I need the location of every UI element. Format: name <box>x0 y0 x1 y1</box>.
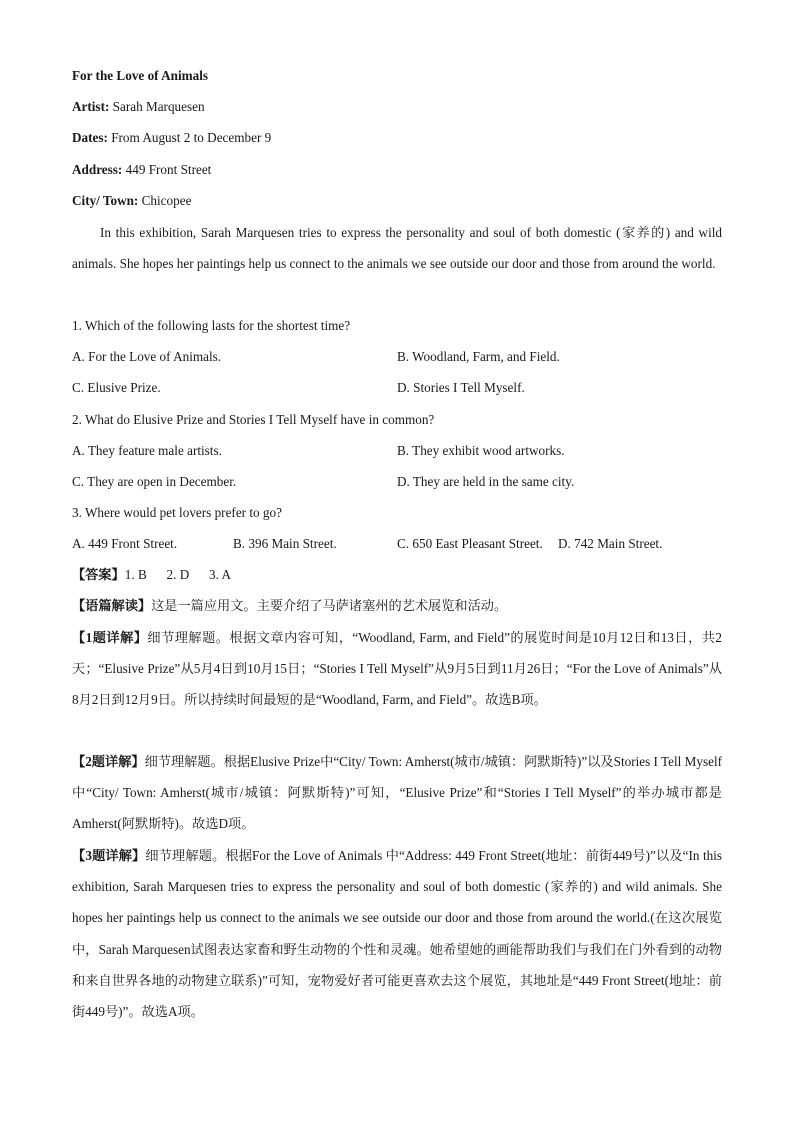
q2-option-a: A. They feature male artists. <box>72 443 222 458</box>
q2-option-c: C. They are open in December. <box>72 474 237 489</box>
exhibition-description: In this exhibition, Sarah Marquesen tries to express the personality and soul of both domestic (家养的) and wild animals. She hopes her paintings help us connect to the animals we see outside our door and those from around the world. <box>72 225 722 272</box>
question-1: 1. Which of the following lasts for the shortest time? <box>72 318 351 333</box>
q2-explanation <box>72 746 722 840</box>
q1-explanation-text: 细节理解题。根据文章内容可知，“Woodland, Farm, and Field”的展览时间是10月12日和13日，共2天；“Elusive Prize”从5月4日到10月15日；“Stories I Tell Myself”从9月5日到11月26日；“For the Love of Animals”从8月2日到12月9日。所以持续时间最短的是“Woodland, Farm, and Field”。故选B项。 <box>72 630 723 708</box>
question-3: 3. Where would pet lovers prefer to go? <box>72 505 282 520</box>
q3-option-a: A. 449 Front Street. <box>72 536 178 551</box>
answer-values: 1. B 2. D 3. A <box>124 567 231 582</box>
q2-explanation-text: 细节理解题。根据Elusive Prize中“City/ Town: Amherst(城市/城镇：阿默斯特)”以及Stories I Tell Myself中“City/ Town: Amherst(城市/城镇：阿默斯特)”可知，“Elusive Prize”和“Stories I Tell Myself”的举办城市都是Amherst(阿默斯特)。故选D项。 <box>72 754 723 832</box>
q1-explanation <box>72 622 722 716</box>
q1-option-b: B. Woodland, Farm, and Field. <box>397 349 560 364</box>
q1-option-a: A. For the Love of Animals. <box>72 349 222 364</box>
q1-option-d: D. Stories I Tell Myself. <box>397 380 525 395</box>
q3-option-d: D. 742 Main Street. <box>558 536 663 551</box>
q3-explanation <box>72 840 722 1027</box>
q1-option-c: C. Elusive Prize. <box>72 380 161 395</box>
address-line <box>72 160 732 180</box>
exhibition-title: For the Love of Animals <box>72 68 209 83</box>
q2-explanation-label: 【2题详解】 <box>72 754 145 769</box>
passage-analysis-label: 【语篇解读】 <box>72 598 152 613</box>
q2-option-b: B. They exhibit wood artworks. <box>397 443 565 458</box>
address-value: 449 Front Street <box>125 162 212 177</box>
q3-option-b: B. 396 Main Street. <box>233 536 337 551</box>
q1-explanation-label: 【1题详解】 <box>72 630 148 645</box>
answer-line <box>72 565 732 585</box>
dates-value: From August 2 to December 9 <box>111 130 272 145</box>
dates-line <box>72 128 732 148</box>
q3-option-c: C. 650 East Pleasant Street. <box>397 536 543 551</box>
address-label: Address: <box>72 162 123 177</box>
q2-option-d: D. They are held in the same city. <box>397 474 575 489</box>
city-line <box>72 191 732 211</box>
q3-explanation-text: 细节理解题。根据For the Love of Animals 中“Address: 449 Front Street(地址：前街449号)”以及“In this exhibition, Sarah Marquesen tries to express the personality and soul of both domestic (家养的) and wild animals. She hopes her paintings help us connect to the animals we see outside our door and those from around the world.(在这次展览中，Sarah Marquesen试图表达家畜和野生动物的个性和灵魂。她希望她的画能帮助我们与我们在门外看到的动物和来自世界各地的动物建立联系)”可知，宠物爱好者可能更喜欢去这个展览，其地址是“449 Front Street(地址：前街449号)”。故选A项。 <box>72 848 723 1020</box>
dates-label: Dates: <box>72 130 108 145</box>
city-label: City/ Town: <box>72 193 139 208</box>
q3-explanation-label: 【3题详解】 <box>72 848 146 863</box>
city-value: Chicopee <box>141 193 192 208</box>
answer-label: 【答案】 <box>72 567 125 582</box>
artist-value: Sarah Marquesen <box>112 99 205 114</box>
artist-line <box>72 97 732 117</box>
passage-analysis <box>72 590 722 621</box>
question-2: 2. What do Elusive Prize and Stories I Tell Myself have in common? <box>72 412 435 427</box>
artist-label: Artist: <box>72 99 110 114</box>
passage-analysis-text: 这是一篇应用文。主要介绍了马萨诸塞州的艺术展览和活动。 <box>151 598 508 613</box>
